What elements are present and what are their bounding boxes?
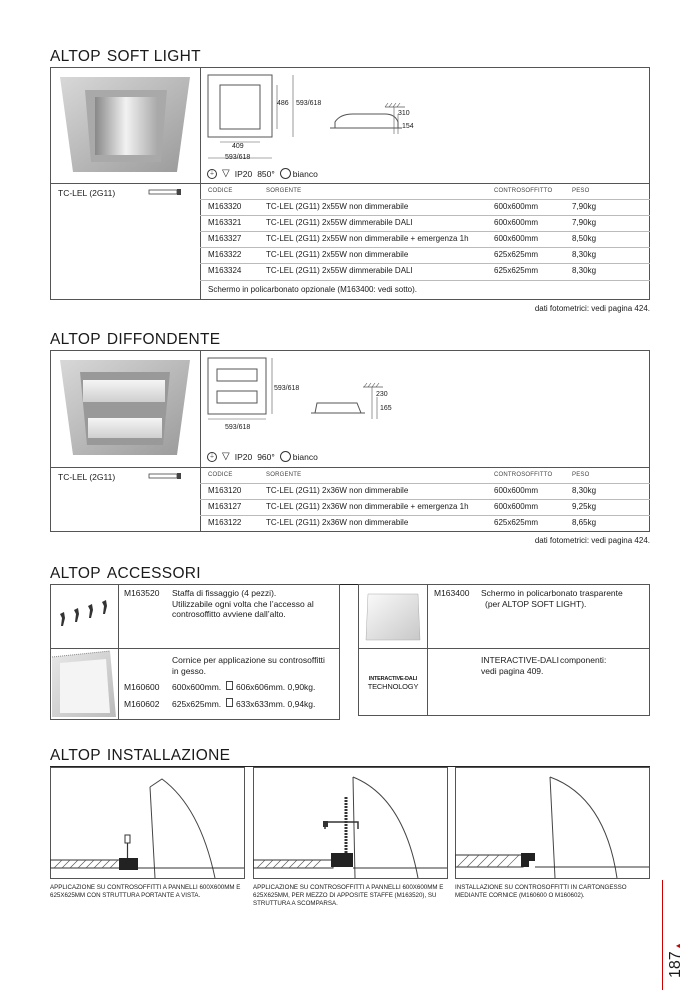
install-diagram-2 [253, 767, 448, 879]
dim-depth-1: 310 [398, 110, 410, 117]
dim-width-inner: 409 [232, 143, 244, 150]
dim-depth-2: 165 [380, 405, 392, 412]
dim-width-outer: 593/618 [225, 154, 251, 161]
cell-source: TC-LEL (2G11) 2x55W dimmerabile DALI [266, 266, 413, 275]
dali-desc: vedi pagina 409. [481, 665, 544, 676]
diffondente-spec-row [207, 451, 318, 462]
cell-ceiling: 600x600mm [494, 234, 539, 243]
dali-desc: componenti: [560, 655, 607, 665]
cutout-icon [226, 698, 233, 707]
title-word: ALTOP [50, 747, 101, 764]
cell-ceiling: 600x600mm [494, 486, 539, 495]
dali-logo-bottom: TECHNOLOGY [367, 682, 419, 691]
title-word: ALTOP [50, 565, 101, 582]
cell-weight: 8,30kg [572, 250, 597, 259]
title-word: SOFT LIGHT [106, 48, 201, 65]
section-title-soft-light [50, 48, 201, 66]
table-footnote [208, 282, 417, 298]
bracket-image [54, 596, 114, 636]
f-mark-icon: ▽ [222, 451, 230, 462]
cell-code: M163127 [208, 502, 242, 511]
bracket-desc: controsoffitto avviene dall’alto. [172, 609, 286, 619]
screen-image [362, 590, 424, 644]
glow-wire-temp: 960° [257, 451, 275, 462]
title-word: DIFFONDENTE [106, 331, 221, 348]
lamp-type: TC-LEL (2G11) [58, 188, 116, 198]
f-mark-icon: ▽ [222, 168, 230, 179]
divider [200, 350, 201, 532]
frame-desc: Cornice per applicazione su controsoffitti [172, 655, 325, 665]
page-number: 187 [667, 951, 684, 978]
cell-weight: 7,90kg [572, 218, 597, 227]
dim-height-inner: 486 [277, 100, 289, 107]
cell-ceiling: 600x600mm [494, 202, 539, 211]
cell-ceiling: 600x600mm [494, 502, 539, 511]
lamp-type: TC-LEL (2G11) [58, 472, 116, 482]
cell-source: TC-LEL (2G11) 2x36W non dimmerabile + emergenza 1h [266, 502, 469, 511]
cell-weight: 8,65kg [572, 518, 597, 527]
cell-code: M163120 [208, 486, 242, 495]
dim-width: 593/618 [225, 424, 251, 431]
soft-light-spec-row [207, 168, 318, 179]
cell-code: M163324 [208, 266, 242, 275]
page-number-wrap [667, 938, 687, 978]
cell-source: TC-LEL (2G11) 2x55W dimmerabile DALI [266, 218, 413, 227]
cell-source: TC-LEL (2G11) 2x36W non dimmerabile [266, 486, 409, 495]
cell-code: M163122 [208, 518, 242, 527]
photometric-note: dati fotometrici: vedi pagina 424. [534, 304, 650, 313]
page-arrow-icon: ▲ [675, 942, 682, 952]
frame-cutout: 606x606mm. 0,90kg. [236, 682, 316, 692]
diffondente-dimension-drawing [205, 355, 405, 425]
color-swatch-icon [280, 168, 291, 179]
screen-desc: Schermo in policarbonato trasparente [481, 588, 623, 598]
title-word: ACCESSORI [106, 565, 201, 582]
cell-weight: 8,30kg [572, 486, 597, 495]
cutout-icon [226, 681, 233, 690]
frame-size: 625x625mm. [172, 699, 222, 709]
bracket-desc: Staffa di fissaggio (4 pezzi). [172, 588, 277, 598]
section-title-accessori [50, 565, 201, 583]
install-caption-3: INSTALLAZIONE SU CONTROSOFFITTI IN CARTONGESSO MEDIANTE CORNICE (M160600 O M160602). [455, 884, 627, 899]
install-diagram-3 [455, 767, 650, 879]
title-word: ALTOP [50, 331, 101, 348]
cell-code: M163322 [208, 250, 242, 259]
dim-height: 593/618 [274, 385, 300, 392]
dali-desc: INTERACTIVE-DALI [481, 655, 559, 665]
cell-source: TC-LEL (2G11) 2x36W non dimmerabile [266, 518, 409, 527]
lamp-tube-icon [148, 472, 183, 480]
photometric-note: dati fotometrici: vedi pagina 424. [534, 536, 650, 545]
frame-size: 600x600mm. [172, 682, 222, 692]
bracket-code: M163520 [124, 588, 160, 598]
cell-code: M163320 [208, 202, 242, 211]
dali-logo-top: INTERACTIVE-DALI [368, 676, 418, 682]
cell-code: M163321 [208, 218, 242, 227]
header-ceiling: CONTROSOFFITTO [494, 188, 553, 194]
cell-ceiling: 600x600mm [494, 218, 539, 227]
dim-height-outer: 593/618 [296, 100, 322, 107]
footnote-text: Schermo in policarbonato opzionale (M163400: vedi sotto). [208, 285, 418, 294]
frame-desc: in gesso. [172, 665, 207, 676]
color-label: bianco [292, 451, 318, 462]
ip-rating: IP20 [234, 168, 253, 179]
cell-source: TC-LEL (2G11) 2x55W non dimmerabile [266, 250, 409, 259]
lamp-tube-icon [148, 188, 183, 196]
screen-code: M163400 [434, 588, 470, 598]
ip-rating: IP20 [234, 451, 253, 462]
header-weight: PESO [572, 188, 590, 194]
cell-ceiling: 625x625mm [494, 250, 539, 259]
cell-source: TC-LEL (2G11) 2x55W non dimmerabile [266, 202, 409, 211]
frame-code: M160602 [124, 699, 160, 709]
header-code: CODICE [208, 472, 233, 478]
soft-light-product-image [55, 72, 195, 177]
cell-weight: 9,25kg [572, 502, 597, 511]
page-marker-bar [662, 880, 663, 990]
cell-code: M163327 [208, 234, 242, 243]
glow-wire-temp: 850° [257, 168, 275, 179]
diffondente-product-image [55, 355, 195, 460]
bracket-desc: Utilizzabile ogni volta che l’accesso al [172, 598, 314, 609]
install-caption-1: APPLICAZIONE SU CONTROSOFFITTI A PANNELLI 600X600MM E 625X625MM CON STRUTTURA PORTANTE A VISTA. [50, 884, 241, 899]
color-swatch-icon [280, 451, 291, 462]
install-caption-2: APPLICAZIONE SU CONTROSOFFITTI A PANNELLI 600X600MM E 625X625MM, PER MEZZO DI APPOSITE STAFFE (M163520), SU STRUTTURA A SCOMPARSA. [253, 884, 444, 907]
cell-source: TC-LEL (2G11) 2x55W non dimmerabile + emergenza 1h [266, 234, 469, 243]
frame-image [50, 649, 118, 719]
header-ceiling: CONTROSOFFITTO [494, 472, 553, 478]
ground-icon: ⏚ [208, 170, 215, 177]
header-code: CODICE [208, 188, 233, 194]
dim-depth-1: 230 [376, 391, 388, 398]
cell-weight: 7,90kg [572, 202, 597, 211]
cell-ceiling: 625x625mm [494, 518, 539, 527]
cell-weight: 8,30kg [572, 266, 597, 275]
ground-icon: ⏚ [208, 453, 215, 460]
screen-desc: (per ALTOP SOFT LIGHT). [485, 598, 587, 609]
frame-code: M160600 [124, 682, 160, 692]
dim-depth-2: 154 [402, 123, 414, 130]
title-word: INSTALLAZIONE [106, 747, 231, 764]
section-title-installazione [50, 747, 230, 765]
soft-light-table [208, 183, 648, 301]
section-title-diffondente [50, 331, 220, 349]
header-source: SORGENTE [266, 188, 302, 194]
cell-weight: 8,50kg [572, 234, 597, 243]
frame-cutout: 633x633mm. 0,94kg. [236, 699, 316, 709]
header-weight: PESO [572, 472, 590, 478]
header-source: SORGENTE [266, 472, 302, 478]
cell-ceiling: 625x625mm [494, 266, 539, 275]
title-word: ALTOP [50, 48, 101, 65]
color-label: bianco [292, 168, 318, 179]
dali-logo [363, 676, 423, 690]
install-diagram-1 [50, 767, 245, 879]
